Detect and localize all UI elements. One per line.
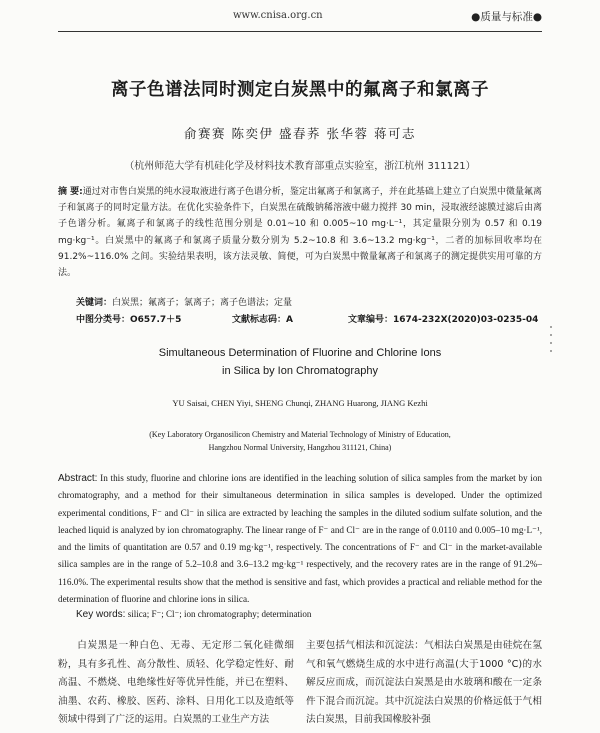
page-header (0, 8, 600, 30)
abstract-en-text: In this study, fluorine and chlorine ions are identified in the leaching solution of silica samples from the market by ion chromatography, and a method for their simultaneous determination in silica samples is developed. Under the optimized experimental conditions, F⁻ and Cl⁻ in silica are extracted by leaching the samples in the diluted sodium sulfate solution, and the leached liquid is analyzed by ion chromatography. The linear range of F⁻ and Cl⁻ are in the range of 0.0110 and 0.005–10 mg·L⁻¹, and the limits of quantitation are 0.57 and 0.19 mg·kg⁻¹, respectively. The concentrations of F⁻ and Cl⁻ in the market-available silica samples are in the range of 5.2–10.8 and 3.6–13.2 mg·kg⁻¹ respectively, and the recovery rates are in the range of 91.2%–116.0%. The experimental results show that the method is sensitive and fast, which provides a practical and reliable method for the determination of fluorine and chlorine ions in silica. (58, 473, 543, 605)
abstract-en (58, 470, 542, 608)
abstract-cn-text: 通过对市售白炭黑的纯水浸取液进行离子色谱分析，鉴定出氟离子和氯离子，并在此基础上建立了白炭黑中微量氟离子和氯离子的同时定量方法。在优化实验条件下，白炭黑在硫酸钠稀溶液中磁力搅拌 30 min，浸取液经滤膜过滤后由离子色谱分析。氟离子和氯离子的线性范围分别是 0.01~10 和 0.005~10 mg·L⁻¹，其定量限分别为 0.57 和 0.19 mg·kg⁻¹。白炭黑中的氟离子和氯离子质量分数分别为 5.2~10.8 和 3.6~13.2 mg·kg⁻¹，二者的加标回收率均在 91.2%~116.0% 之间。实验结果表明，该方法灵敏、简便，可为白炭黑中微量氟离子和氯离子的测定提供实用可靠的方法。 (58, 187, 542, 279)
header-rule (58, 31, 542, 32)
authors-cn: 俞赛赛 陈奕伊 盛春荞 张华蓉 蒋可志 (184, 126, 416, 141)
affiliation-en (0, 428, 600, 454)
section-label: ●质量与标准● (471, 11, 542, 23)
affiliation-en-line2: Hangzhou Normal University, Hangzhou 311121, China) (208, 443, 392, 452)
affiliation-en-line1: (Key Laboratory Organosilicon Chemistry and Material Technology of Ministry of Education, (149, 430, 451, 439)
body-column-left: 白炭黑是一种白色、无毒、无定形二氧化硅微细粉，具有多孔性、高分散性、质轻、化学稳定性好、耐高温、不燃烧、电绝缘性好等优异性能，并已在塑料、油墨、农药、橡胶、医药、涂料、日用化工以及造纸等领域中得到了广泛的运用。白炭黑的工业生产方法 (58, 640, 294, 726)
body-column-right: 主要包括气相法和沉淀法：气相法白炭黑是由硅烷在氢气和氧气燃烧生成的水中进行高温(大于1000 °C)的水解反应而成，而沉淀法白炭黑是由水玻璃和酸在一定条件下混合而沉淀。其中沉淀法白炭黑的价格远低于气相法白炭黑，目前我国橡胶补强 (306, 640, 542, 726)
journal-url[interactable]: www.cnisa.org.cn (233, 10, 323, 21)
keywords-cn-label: 关键词： (76, 298, 113, 308)
affiliation-cn: （杭州师范大学有机硅化学及材料技术教育部重点实验室，浙江杭州 311121） (124, 161, 476, 172)
page-title: 离子色谱法同时测定白炭黑中的氟离子和氯离子 (111, 80, 489, 100)
keywords-cn (76, 295, 292, 308)
abstract-cn (58, 184, 542, 281)
keywords-cn-text: 白炭黑；氟离子；氯离子；离子色谱法；定量 (112, 298, 293, 308)
english-title (0, 344, 600, 380)
keywords-en-text: silica; F⁻; Cl⁻; ion chromatography; determination (127, 609, 312, 619)
authors-en: YU Saisai, CHEN Yiyi, SHENG Chunqi, ZHANG Huarong, JIANG Kezhi (172, 398, 428, 408)
clc-number: 中图分类号：O657.7＋5 (76, 315, 182, 325)
abstract-cn-label: 摘 要: (58, 187, 83, 197)
article-number: 文章编号：1674-232X(2020)03-0235-04 (348, 315, 539, 325)
keywords-en (76, 609, 311, 620)
english-title-line1: Simultaneous Determination of Fluorine and Chlorine Ions (158, 347, 442, 359)
document-code: 文献标志码：A (232, 315, 293, 325)
keywords-en-label: Key words: (76, 609, 126, 620)
english-title-line2: in Silica by Ion Chromatography (222, 365, 378, 377)
abstract-en-label: Abstract: (58, 473, 98, 484)
